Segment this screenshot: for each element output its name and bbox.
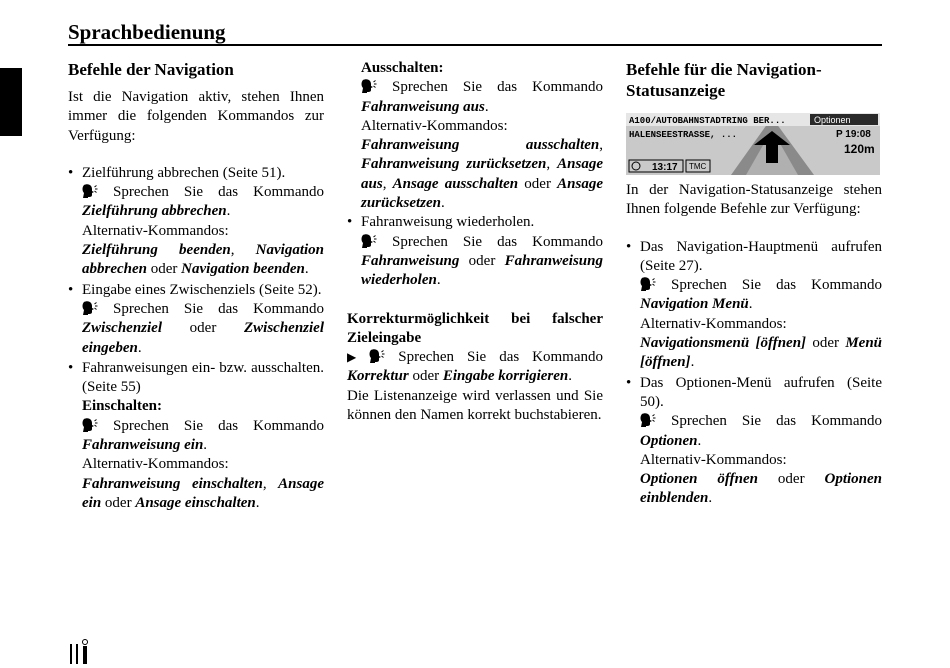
alt-label: Alternativ-Kommandos: [82, 456, 229, 473]
screen-clock: 13:17 [652, 162, 678, 173]
list-item-options-menu: • Das Optionen-Menü aufrufen (Seite 50). Sprechen Sie das Kommando Optionen. Alternativ-Kommandos: Optionen öffnen oder Optionen einblenden. [626, 374, 883, 507]
list-item-waypoint: • Eingabe eines Zwischenziels (Seite 52). Sprechen Sie das Kommando Zwischenziel oder Zwischenziel eingeben. [68, 281, 324, 356]
section-heading-navigation-commands: Befehle der Navigation [68, 60, 234, 79]
voice-command: Fahranweisung einschalten [82, 475, 263, 492]
voice-command: Korrektur [347, 368, 409, 385]
item-text: Zielführung abbrechen (Seite 51). [82, 164, 286, 181]
say-text: Sprechen Sie das Kommando [113, 184, 324, 201]
say-text: Sprechen Sie das Kommando [113, 300, 324, 317]
voice-command: Optionen öffnen [640, 471, 758, 488]
screen-distance: 120m [844, 142, 875, 156]
voice-command: Zielführung abbrechen [82, 203, 227, 220]
list-item-repeat-direction: • Fahranweisung wiederholen. Sprechen Sie das Kommando Fahranweisung oder Fahranweisung wiederholen. [347, 214, 603, 289]
navigation-status-screen [626, 113, 880, 175]
or-text: oder [777, 471, 805, 488]
correction-instruction: ▶ Sprechen Sie das Kommando Korrektur oder Eingabe korrigieren. [347, 349, 604, 385]
switch-off-block: Ausschalten: Sprechen Sie das Kommando Fahranweisung aus. Alternativ-Kommandos: Fahranweisung ausschalten, Fahranweisung zurücksetzen, Ansage aus, Ansage ausschalten oder Ansage zurücksetzen. [361, 60, 604, 212]
arrow-right-icon: ▶ [347, 350, 357, 365]
voice-command: Zwischenziel eingeben [82, 320, 324, 356]
speak-icon [82, 418, 98, 432]
or-text: oder [150, 261, 178, 278]
voice-command: Ansage ein [82, 475, 324, 511]
item-text: Fahranweisungen ein- bzw. ausschalten. (Seite 55) [82, 359, 324, 396]
screen-options-label: Optionen [814, 115, 851, 125]
status-intro-text: In der Navigation-Statusanzeige stehen Ihnen folgende Befehle zur Verfügung: [626, 182, 882, 218]
screen-street-line1: A100/AUTOBAHNSTADTRING BER... [629, 116, 786, 126]
speak-icon [361, 234, 377, 248]
section-heading-status-commands: Befehle für die Navigation-Statusanzeige [626, 60, 822, 100]
or-text: oder [104, 494, 132, 511]
speak-icon [82, 184, 98, 198]
item-text: Das Navigation-Hauptmenü aufrufen (Seite 27). [640, 238, 882, 274]
list-item-cancel-guidance: • Zielführung abbrechen (Seite 51). Sprechen Sie das Kommando Zielführung abbrechen. Alternativ-Kommandos: Zielführung beenden, Navigation abbrechen oder Navigation beenden. [68, 164, 325, 278]
alt-label: Alternativ-Kommandos: [361, 117, 508, 134]
say-text: Sprechen Sie das Kommando [392, 233, 603, 250]
voice-command: Fahranweisung ein [82, 437, 204, 454]
list-item-main-menu: • Das Navigation-Hauptmenü aufrufen (Seite 27). Sprechen Sie das Kommando Navigation Menü. Alternativ-Kommandos: Navigationsmenü [öffnen] oder Menü [öffnen]. [626, 238, 883, 371]
speak-icon [369, 349, 385, 363]
item-text: Das Optionen-Menü aufrufen (Seite 50). [640, 374, 882, 410]
say-text: Sprechen Sie das Kommando [113, 417, 324, 434]
item-text: Fahranweisung wiederholen. [361, 214, 535, 231]
title-rule [68, 44, 882, 46]
column-2 [347, 59, 603, 425]
column-3 [626, 59, 882, 510]
voice-command: Fahranweisung [361, 252, 460, 269]
page-title: Sprachbedienung [68, 20, 226, 44]
on-label: Einschalten: [82, 398, 163, 415]
voice-command: Zwischenziel [82, 320, 163, 337]
voice-command: Navigation beenden [181, 261, 305, 278]
voice-command: Fahranweisung wiederholen [361, 252, 603, 289]
intro-text: Ist die Navigation aktiv, stehen Ihnen immer die folgenden Kommandos zur Verfügung: [68, 89, 324, 144]
voice-command: Fahranweisung zurücksetzen [361, 156, 547, 173]
chapter-tab-marker [0, 68, 22, 136]
alt-label: Alternativ-Kommandos: [82, 222, 229, 239]
item-text: Eingabe eines Zwischenziels (Seite 52). [82, 281, 322, 298]
correction-heading: Korrekturmöglichkeit bei falscher Zieleingabe [347, 310, 603, 346]
or-text: oder [412, 368, 440, 385]
screen-street-line2: HALENSEESTRASSE, ... [629, 130, 738, 140]
alt-label: Alternativ-Kommandos: [640, 451, 787, 468]
voice-command: Navigationsmenü [öffnen] [640, 335, 807, 352]
speak-icon [640, 277, 656, 291]
voice-command: Ansage zurücksetzen [361, 175, 604, 212]
voice-command: Optionen einblenden [640, 471, 883, 507]
or-text: oder [524, 175, 551, 192]
voice-command: Zielführung beenden [82, 242, 231, 259]
speak-icon [361, 79, 377, 93]
correction-text: Die Listenanzeige wird verlassen und Sie können den Namen korrekt buchstabieren. [347, 387, 603, 424]
or-text: oder [189, 320, 217, 337]
voice-command: Fahranweisung aus [361, 98, 485, 115]
screen-arrival-time: P 19:08 [836, 129, 871, 140]
voice-command: Menü [öffnen] [640, 335, 883, 371]
say-text: Sprechen Sie das Kommando [671, 277, 882, 294]
off-label: Ausschalten: [361, 60, 444, 76]
column-1 [68, 59, 324, 514]
speak-icon [640, 413, 656, 427]
voice-command: Ansage aus [361, 156, 603, 192]
voice-command: Eingabe korrigieren [442, 368, 569, 385]
list-item-directions-toggle: • Fahranweisungen ein- bzw. ausschalten. (Seite 55) Einschalten: Sprechen Sie das Kommando Fahranweisung ein. Alternativ-Kommandos: Fahranweisung einschalten, Ansage ein oder Ansage einschalten. [68, 359, 324, 511]
alt-label: Alternativ-Kommandos: [640, 315, 787, 332]
or-text: oder [812, 335, 840, 352]
voice-command: Fahranweisung ausschalten [361, 137, 600, 154]
say-text: Sprechen Sie das Kommando [392, 79, 603, 96]
page-marker-icon [68, 638, 94, 666]
speak-icon [82, 301, 98, 315]
voice-command: Navigation Menü [640, 296, 749, 313]
voice-command: Ansage einschalten [135, 494, 256, 511]
voice-command: Ansage ausschalten [392, 175, 519, 192]
say-text: Sprechen Sie das Kommando [671, 413, 882, 430]
voice-command: Navigation abbrechen [82, 242, 325, 278]
voice-command: Optionen [640, 432, 698, 449]
say-text: Sprechen Sie das Kommando [398, 349, 604, 366]
screen-tmc: TMC [689, 162, 707, 171]
or-text: oder [468, 252, 496, 269]
